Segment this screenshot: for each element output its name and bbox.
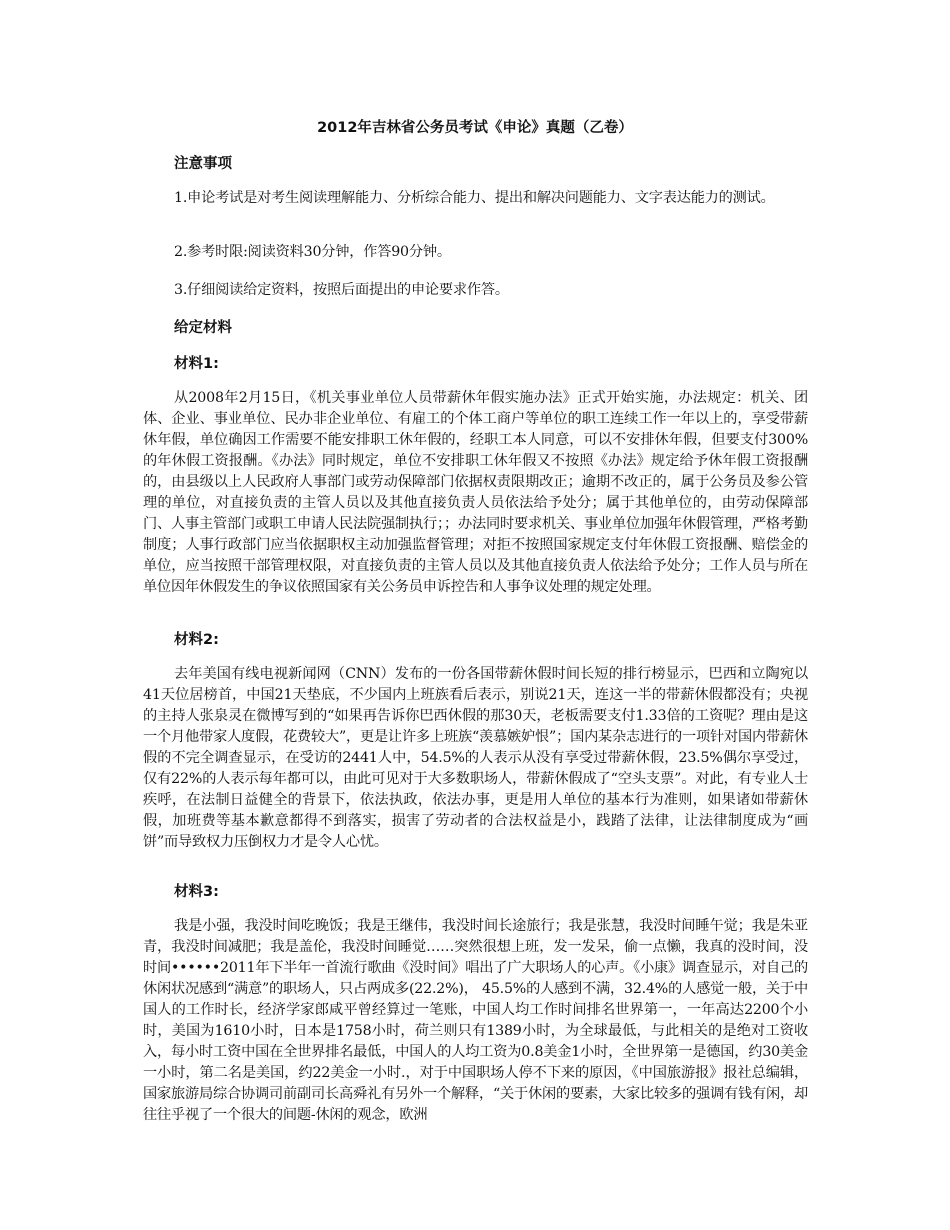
notice-item-3: 3.仔细阅读给定资料，按照后面提出的申论要求作答。 (174, 282, 509, 298)
material-1-text: 从2008年2月15日，《机关事业单位人员带薪休年假实施办法》正式开始实施，办法规定：机关、团体、企业、事业单位、民办非企业单位、有雇工的个体工商户等单位的职工连续工作一年以上的，享受带薪休年假，单位确因工作需要不能安排职工休年假的，经职工本人同意，可以不安排休年假，但要支付300%的年休假工资报酬。《办法》同时规定，单位不安排职工休年假又不按照《办法》规定给予休年假工资报酬的，由县级以上人民政府人事部门或劳动保障部门依据权责限期改正；逾期不改正的，属于公务员及参公管理的单位，对直接负责的主管人员以及其他直接负责人员依法给予处分；属于其他单位的，由劳动保障部门、人事主管部门或职工申请人民法院强制执行；；办法同时要求机关、事业单位加强年休假管理，严格考勤制度；人事行政部门应当依据职权主动加强监督管理；对拒不按照国家规定支付年休假工资报酬、赔偿金的单位，应当按照干部管理权限，对直接负责的主管人员以及其他直接负责人依法给予处分；工作人员与所在单位因年休假发生的争议依照国家有关公务员申诉控告和人事争议处理的规定处理。 (143, 390, 808, 595)
material-3-text: 我是小强，我没时间吃晚饭；我是王继伟，我没时间长途旅行；我是张慧，我没时间睡午觉；我是朱亚青，我没时间减肥；我是盖伦，我没时间睡觉……突然很想上班，发一发呆，偷一点懒，我真的没时间，没时间••••••2011年下半年一首流行歌曲《没时间》唱出了广大职场人的心声。《小康》调查显示，对自己的休闲状况感到“满意”的职场人，只占两成多(22.2%)， 45.5%的人感到不满，32.4%的人感觉一般，关于中国人的工作时长，经济学家郎咸平曾经算过一笔账，中国人均工作时间排名世界第一，一年高达2200个小时，美国为1610小时，日本是1758小时，荷兰则只有1389小时，为全球最低，与此相关的是绝对工资收入，每小时工资中国在全世界排名最低，中国人的人均工资为0.8美金1小时，全世界第一是德国，约30美金一小时，第二名是美国，约22美金一小时.，对于中国职场人停不下来的原因，《中国旅游报》报社总编辑，国家旅游局综合协调司前副司长高舜礼有另外一个解释，“关于休闲的要素，大家比较多的强调有钱有闲，却往往乎视了一个很大的间题-休闲的观念，欧洲 (143, 918, 808, 1123)
notice-item-2: 2.参考时限:阅读资料30分钟，作答90分钟。 (174, 244, 451, 260)
material-1-heading: 材料1: (174, 356, 219, 372)
material-3-heading: 材料3: (174, 884, 219, 900)
materials-heading: 给定材料 (174, 320, 232, 336)
notice-item-1: 1.申论考试是对考生阅读理解能力、分析综合能力、提出和解决问题能力、文字表达能力的测试。 (174, 190, 775, 206)
document-title: 2012年吉林省公务员考试《申论》真题（乙卷） (317, 120, 633, 136)
material-2-heading: 材料2: (174, 632, 219, 648)
material-2-text: 去年美国有线电视新闻网（CNN）发布的一份各国带薪休假时间长短的排行榜显示，巴西和立陶宛以41天位居榜首，中国21天垫底，不少国内上班族看后表示，别说21天，连这一半的带薪休假都没有；央视的主持人张泉灵在微博写到的“如果再告诉你巴西休假的那30天，老板需要支付1.33倍的工资呢？理由是这一个月他带家人度假，花费较大”，更是让许多上班族“羡慕嫉妒恨”；国内某杂志进行的一项针对国内带薪休假的不完全调查显示，在受访的2441人中，54.5%的人表示从没有享受过带薪休假，23.5%偶尔享受过，仅有22%的人表示每年都可以，由此可见对于大多数职场人，带薪休假成了“空头支票”。对此，有专业人士疾呼，在法制日益健全的背景下，依法执政，依法办事，更是用人单位的基本行为准则，如果诸如带薪休假，加班费等基本歉意都得不到落实，损害了劳动者的合法权益是小，践踏了法律，让法律制度成为“画饼”而导致权力压倒权力才是令人心忧。 (143, 666, 808, 850)
notice-heading: 注意事项 (174, 156, 232, 172)
